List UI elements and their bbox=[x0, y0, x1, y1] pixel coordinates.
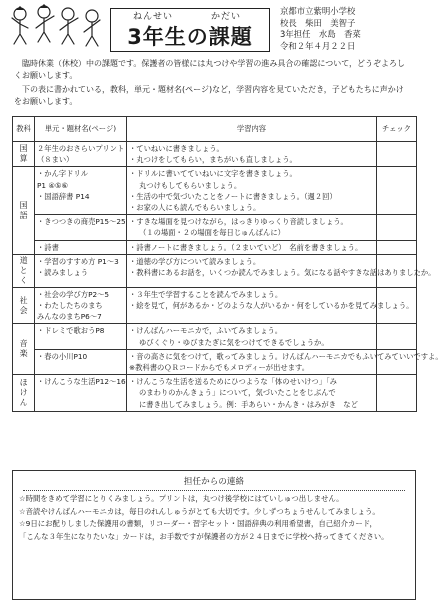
content-line: ・３年生で学習することを読んでみましょう。 bbox=[129, 289, 283, 299]
title-ruby-2: かだい bbox=[211, 12, 242, 22]
content-cell bbox=[127, 254, 436, 287]
unit-line: ・詩書 bbox=[37, 242, 59, 252]
teacher-name: 3年担任 水島 香菜 bbox=[280, 29, 361, 40]
content-line: ※教科書のＱＲコードからでもメロディーが出せます。 bbox=[129, 363, 309, 373]
content-cell bbox=[127, 349, 443, 374]
unit-cell bbox=[35, 349, 127, 374]
unit-line: ・わたしたちのまち bbox=[37, 301, 103, 311]
subject-cell: 音楽 bbox=[13, 324, 35, 375]
content-line: ・道徳の学び方について読みましょう。 bbox=[129, 256, 261, 266]
unit-line: ２年生のおさらいプリント bbox=[37, 144, 125, 153]
table-row bbox=[13, 287, 417, 324]
content-line: ・生活の中で気づいたことをノートに書きましょう。（週２回） bbox=[129, 191, 337, 201]
title-box bbox=[110, 8, 270, 52]
unit-cell bbox=[35, 254, 127, 287]
unit-cell bbox=[35, 215, 127, 240]
content-cell bbox=[127, 375, 377, 412]
check-cell[interactable] bbox=[377, 324, 417, 349]
content-cell bbox=[127, 324, 377, 349]
contact-divider bbox=[23, 490, 405, 491]
content-line: ・絵を見て，何があるか・どのような人がいるか・何をしているかを見てみましょう。 bbox=[129, 301, 414, 311]
content-line: ゆびくぐり・ゆびまたぎに気をつけてできるでしょうか。 bbox=[139, 337, 329, 347]
children-illustration-icon bbox=[6, 2, 106, 54]
unit-cell bbox=[35, 142, 127, 167]
contact-line-3: ☆9日にお配りしました保護用の書類，リコーダー・習字セット・国語辞典の利用希望書，自己紹介カード， bbox=[19, 519, 377, 528]
unit-cell bbox=[35, 287, 127, 324]
unit-cell bbox=[35, 240, 127, 254]
principal-name: 校長 柴田 美智子 bbox=[280, 17, 356, 28]
content-line: ・詩書ノートに書きましょう。（２まいていど） 名前を書きましょう。 bbox=[129, 242, 363, 252]
content-cell bbox=[127, 142, 377, 167]
table-row bbox=[13, 167, 417, 215]
unit-line: ・けんこうな生活P12～16 bbox=[37, 377, 126, 387]
content-cell bbox=[127, 287, 414, 324]
content-line: ・けんこうな生活を送るためにひつような「体のせいけつ」「み bbox=[129, 377, 337, 387]
unit-line: ・きつつきの商売P15～25 bbox=[37, 217, 126, 227]
check-cell[interactable] bbox=[377, 375, 417, 412]
check-cell[interactable] bbox=[377, 142, 417, 167]
header-subject: 教科 bbox=[13, 117, 35, 142]
table-row bbox=[13, 254, 417, 287]
unit-line: P1 ④⑤⑥ bbox=[37, 180, 68, 190]
contact-line-2: ☆音読やけんばんハーモニカは，毎日のれんしゅうがとても大切です。少しずつちょうせんしてみましょう。 bbox=[19, 506, 380, 516]
assignment-table bbox=[12, 116, 443, 412]
intro-paragraph-1: 臨時休業（休校）中の課題です。保護者の皆様には丸つけや学習の進み具合の確認について，どうぞよろしくお願いします。 bbox=[14, 59, 406, 80]
content-line: ・すきな場面を見つけながら，はっきりゆっくり音読しましょう。 bbox=[129, 217, 348, 227]
content-cell bbox=[127, 215, 377, 240]
unit-cell bbox=[35, 324, 127, 349]
content-line: ・教科書にあるお話を，いくつか読んでみましょう。気になる話やすきな話はありましたか。 bbox=[129, 268, 436, 278]
subject-cell: 国語 bbox=[13, 167, 35, 254]
subject-cell: 国算 bbox=[13, 142, 35, 167]
table-header-row bbox=[13, 117, 417, 142]
school-info bbox=[280, 6, 416, 52]
table-row bbox=[13, 215, 417, 240]
title-ruby-1: ねんせい bbox=[133, 12, 174, 22]
school-name: 京都市立紫明小学校 bbox=[280, 6, 356, 16]
unit-line: ・国語辞書 P14 bbox=[37, 191, 90, 201]
content-line: ・ドリルに書いてていねいに文字を書きましょう。 bbox=[129, 169, 297, 179]
intro-paragraph-2: 下の表に書かれている，教科，単元・題材名(ページ)など，学習内容を見ていただき，子どもたちに声かけをお願いします。 bbox=[14, 85, 404, 106]
content-line: ・音の高さに気をつけて，歌ってみましょう。けんばんハーモニカでもふいてみていいですよ。 bbox=[129, 351, 443, 361]
unit-line: ・ドレミで歌おうP8 bbox=[37, 326, 105, 336]
check-cell[interactable] bbox=[377, 240, 417, 254]
table-row bbox=[13, 142, 417, 167]
contact-line-4: 「こんな３年生になりたいな」カードは，お手数ですが保護者の方が２４日までに学校へ持ってきてください。 bbox=[19, 531, 389, 541]
issue-date: 令和２年４月２２日 bbox=[280, 40, 356, 51]
table-row bbox=[13, 324, 417, 349]
subject-cell: ほけん bbox=[13, 375, 35, 412]
header-unit: 単元・題材名(ページ) bbox=[35, 117, 127, 142]
content-line: に書き出してみましょう。例：手あらい・かんき・はみがき など bbox=[139, 399, 358, 409]
page-title: 3年生の課題 bbox=[127, 25, 253, 49]
subject-cell: 道とく bbox=[13, 254, 35, 287]
content-line: 丸つけもしてもらいましょう。 bbox=[139, 180, 242, 190]
content-cell bbox=[127, 240, 377, 254]
content-line: ・お家の人にも読んでもらいましょう。 bbox=[129, 203, 261, 213]
unit-line: ・読みましょう bbox=[37, 268, 89, 278]
content-line: ・けんばんハーモニカで，ふいてみましょう。 bbox=[129, 326, 283, 336]
unit-line: ・社会の学び方P2～5 bbox=[37, 289, 110, 299]
contact-title: 担任からの連絡 bbox=[183, 477, 245, 487]
unit-cell bbox=[35, 375, 127, 412]
header-content: 学習内容 bbox=[127, 117, 377, 142]
table-row bbox=[13, 349, 417, 374]
unit-line: ・かん字ドリル bbox=[37, 169, 89, 179]
content-cell bbox=[127, 167, 377, 215]
content-line: ・丸つけをしてもらい，まちがいも直しましょう。 bbox=[129, 155, 297, 165]
unit-cell bbox=[35, 167, 127, 215]
teacher-contact-box bbox=[12, 470, 416, 600]
contact-line-1: ☆時間をきめて学習にとりくみましょう。プリントは，丸つけ後学校にはていしゅつ出しません。 bbox=[19, 494, 344, 503]
table-row bbox=[13, 375, 417, 412]
unit-line: みんなのまちP6～7 bbox=[37, 312, 102, 322]
content-line: ・ていねいに書きましょう。 bbox=[129, 144, 224, 153]
subject-cell: 社会 bbox=[13, 287, 35, 324]
check-cell[interactable] bbox=[377, 167, 417, 215]
content-line: （１の場面・２の場面を毎日じゅんばんに） bbox=[139, 228, 285, 238]
content-line: のまわりのかんきょう」について，気づいたことをじぶんで bbox=[139, 388, 336, 398]
unit-line: （８まい） bbox=[37, 155, 74, 165]
unit-line: ・春の小川P10 bbox=[37, 351, 88, 361]
unit-line: ・学習のすすめ方 P1～3 bbox=[37, 256, 119, 266]
check-cell[interactable] bbox=[377, 215, 417, 240]
intro-text bbox=[14, 58, 410, 107]
table-row bbox=[13, 240, 417, 254]
header-check: チェック bbox=[377, 117, 417, 142]
